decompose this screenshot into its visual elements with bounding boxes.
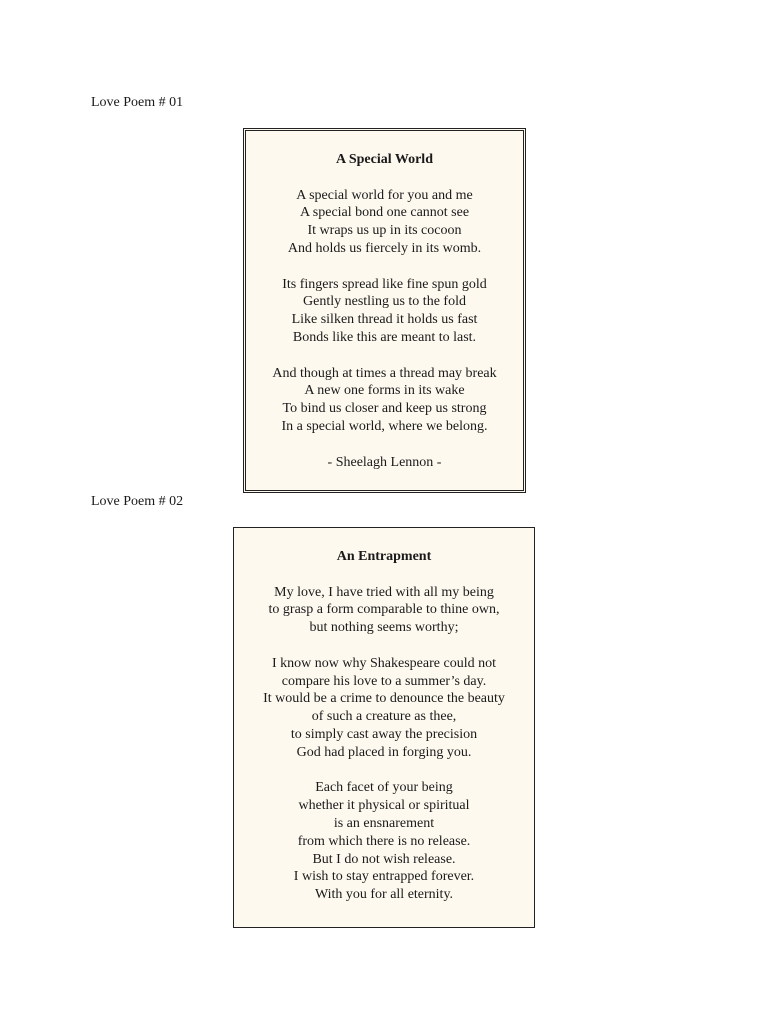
- poem-title: An Entrapment: [336, 549, 432, 564]
- poem-line: whether it physical or spiritual: [298, 798, 470, 814]
- poem-line: to grasp a form comparable to thine own,: [268, 602, 500, 618]
- poem-line: My love, I have tried with all my being: [274, 584, 494, 600]
- poem-line: I know now why Shakespeare could not: [272, 655, 496, 671]
- poem-line: A new one forms in its wake: [304, 383, 465, 399]
- poem-line: compare his love to a summer’s day.: [281, 673, 487, 689]
- poem-line: To bind us closer and keep us strong: [282, 401, 487, 417]
- poem-box-an-entrapment: [233, 527, 535, 928]
- poem-stanza-2: [234, 655, 534, 762]
- poem-line: of such a creature as thee,: [311, 709, 457, 725]
- poem-author: - Sheelagh Lennon -: [327, 454, 442, 470]
- poem-stanza-1: [246, 187, 523, 258]
- poem-line: But I do not wish release.: [312, 851, 456, 867]
- poem-line: In a special world, where we belong.: [281, 418, 488, 434]
- poem-line: A special world for you and me: [296, 187, 473, 203]
- poem-line: but nothing seems worthy;: [309, 620, 459, 636]
- poem-line: Its fingers spread like fine spun gold: [282, 276, 487, 292]
- poem-line: And though at times a thread may break: [272, 365, 497, 381]
- poem-line: to simply cast away the precision: [290, 726, 478, 742]
- poem-stanza-1: [234, 584, 534, 637]
- poem-title: A Special World: [336, 152, 433, 167]
- poem-line: I wish to stay entrapped forever.: [293, 869, 475, 885]
- poem-line: With you for all eternity.: [314, 887, 454, 903]
- poem-label-02: Love Poem # 02: [91, 494, 184, 509]
- poem-line: It would be a crime to denounce the beauty: [263, 691, 505, 707]
- poem-line: Bonds like this are meant to last.: [292, 329, 477, 345]
- poem-line: It wraps us up in its cocoon: [307, 223, 462, 239]
- poem-line: Like silken thread it holds us fast: [291, 312, 478, 328]
- poem-label-01: Love Poem # 01: [91, 95, 184, 110]
- poem-line: God had placed in forging you.: [296, 744, 472, 760]
- poem-line: from which there is no release.: [297, 833, 471, 849]
- poem-stanza-3: [234, 779, 534, 904]
- poem-line: is an ensnarement: [333, 815, 435, 831]
- poem-line: Each facet of your being: [315, 780, 453, 796]
- poem-stanza-2: [246, 276, 523, 347]
- poem-box-a-special-world: [243, 128, 526, 493]
- poem-line: A special bond one cannot see: [299, 205, 470, 221]
- poem-line: And holds us fiercely in its womb.: [287, 240, 482, 256]
- poem-stanza-3: [246, 365, 523, 436]
- poem-line: Gently nestling us to the fold: [303, 294, 466, 310]
